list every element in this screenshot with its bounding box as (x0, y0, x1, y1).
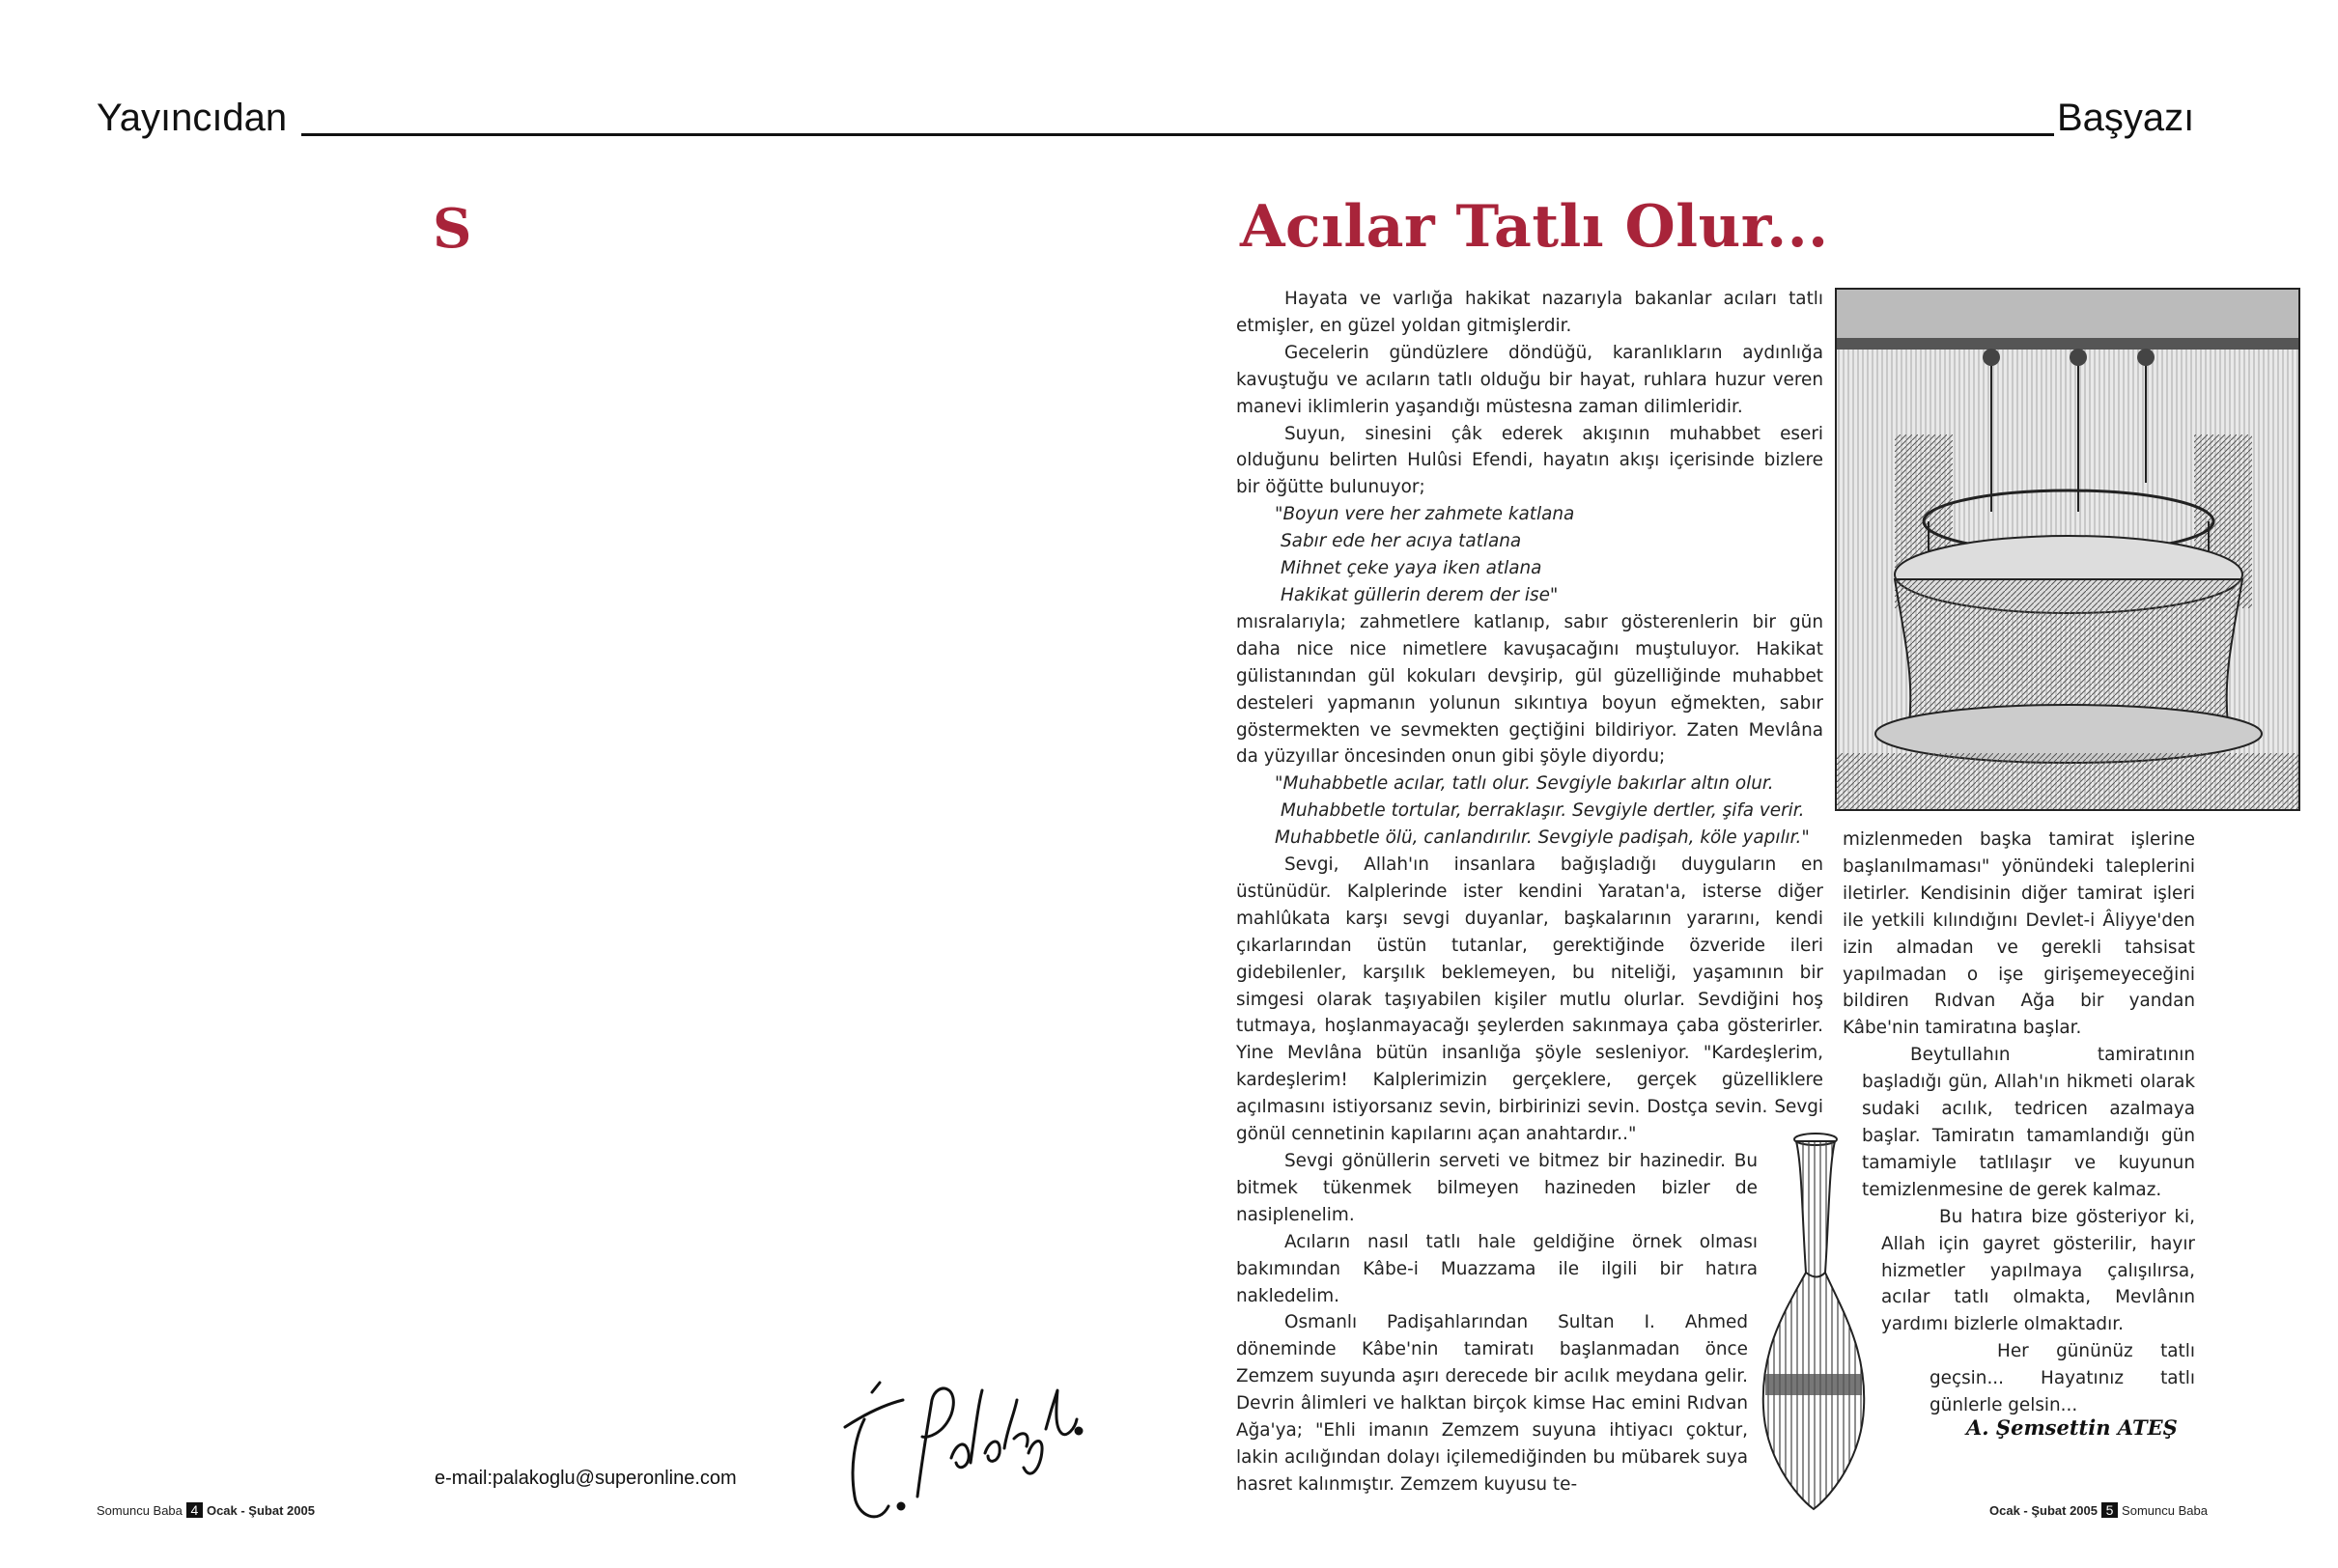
paragraph: Suyun, sinesini çâk ederek akışının muhabbet eseri olduğunu belirten Hulûsi Efendi, hayatın akışı içerisinde bizlere bir öğütte bulunuyor; (1236, 423, 1823, 498)
article-column-2 (1843, 826, 2195, 1419)
footer-right (1989, 1502, 2208, 1518)
paragraph: Gecelerin gündüzlere döndüğü, karanlıkların aydınlığa kavuştuğu ve acıların tatlı olduğu bir hayat, ruhlara huzur veren manevi iklimlerin yaşandığı müstesna zaman dilimleridir. (1236, 342, 1823, 417)
verse-line: Hakikat güllerin derem der ise" (1281, 584, 1559, 605)
section-label-left: Yayıncıdan (97, 97, 288, 139)
header-rule (301, 133, 2054, 136)
paragraph: mizlenmeden başka tamirat işlerine başlanılmaması" yönündeki taleplerini iletirler. Kendisinin diğer tamirat işleri ile yetkili kılındığını Devlet-i Âliyye'den izin almadan ve gerekli tahsisat yapılmadan o işe girişemeyeceğini bildiren Rıdvan Ağa bir yandan Kâbe'nin tamiratına başlar. (1843, 829, 2195, 1039)
verse-line: Sabır ede her acıya tatlana (1281, 531, 1522, 552)
footer-magazine-right: Somuncu Baba (2122, 1503, 2208, 1518)
section-label-right: Başyazı (2057, 97, 2195, 139)
quote-line: Muhabbetle tortular, berraklaşır. Sevgiyle dertler, şifa verir. (1281, 800, 1805, 822)
well-engraving-image (1835, 288, 2300, 811)
signature-image (826, 1361, 1086, 1535)
paragraph: Sevgi, Allah'ın insanlara bağışladığı duyguların en üstünüdür. Kalplerinde ister kendini Yaratan'a, isterse diğer mahlûkata karşı sevgi duyanlar, başkalarının yararını, kendi çıkarlarından üstün tutanlar, gerektiğinde özveride ileri gidebilenler, karşılık beklemeyen, bu niteliği, yaşamının bir simgesi olarak taşıyabilen kişiler mutlu olurlar. Sevdiğini hoş tutmaya, hoşlanmayacağı şeylerden sakınmaya çaba gösterirler. Yine Mevlâna bütün insanlığa şöyle sesleniyor. "Kardeşlerim, kardeşlerim! Kalplerimizin gerçeklere, gerçek güzelliklere açılmasını istiyorsanız sevin, birbirinizi sevin. Dostça sevin. Sevgi gönül cennetinin kapılarını açan anahtardır.." (1236, 854, 1823, 1145)
footer-date-left: Ocak - Şubat 2005 (206, 1503, 315, 1518)
paragraph: Sevgi gönüllerin serveti ve bitmez bir hazinedir. Bu bitmek tükenmek bilmeyen hazineden bizler de nasiplenelim. (1236, 1151, 1758, 1225)
page-number-left: 4 (186, 1502, 204, 1518)
paragraph: Osmanlı Padişahlarından Sultan I. Ahmed döneminde Kâbe'nin tamiratı başlanmadan önce Zemzem suyunda aşırı derecede bir acılık meydana gelir. Devrin âlimleri ve halktan birçok kimse Hac emini Rıdvan Ağa'ya; "Ehli imanın Zemzem suyuna ihtiyacı çoktur, lakin acılığından dolayı içilemediğinden bu mübarek suya hasret kalınmıştır. Zemzem kuyusu te- (1236, 1312, 1748, 1495)
article-column-1 (1236, 286, 1823, 1498)
email-address[interactable]: e-mail:palakoglu@superonline.com (435, 1468, 737, 1489)
verse-line: Mihnet çeke yaya iken atlana (1281, 558, 1542, 579)
verse-line: "Boyun vere her zahmete katlana (1275, 504, 1575, 525)
footer-date-right: Ocak - Şubat 2005 (1989, 1503, 2098, 1518)
article-title: Acılar Tatlı Olur... (1240, 193, 1829, 261)
quote-line: Muhabbetle ölü, canlandırılır. Sevgiyle padişah, köle yapılır." (1275, 827, 1810, 849)
footer-magazine-left: Somuncu Baba (97, 1503, 183, 1518)
paragraph: Bu hatıra bize gösteriyor ki, Allah için gayret gösterilir, hayır hizmetler yapılmaya çalışılırsa, acılar tatlı olmakta, Mevlânın yardımı bizlerle olmaktadır. (1881, 1206, 2195, 1335)
footer-left (97, 1502, 315, 1518)
vase-image (1756, 1128, 1872, 1514)
drop-initial: S (433, 197, 472, 261)
quote-line: "Muhabbetle acılar, tatlı olur. Sevgiyle bakırlar altın olur. (1275, 773, 1774, 795)
paragraph: mısralarıyla; zahmetlere katlanıp, sabır gösterenlerin bir gün daha nice nice nimetlere kavuşacağını muştuluyor. Hakikat gülistanından gül kokuları devşirip, gül güzelliğinde muhabbet desteleri yapmanın yolunun sıkıntıya boyun eğmekten, sabır göstermekten ve sevmekten geçtiğini bildiriyor. Zaten Mevlâna da yüzyıllar öncesinden onun gibi şöyle diyordu; (1236, 611, 1823, 768)
paragraph: Hayata ve varlığa hakikat nazarıyla bakanlar acıları tatlı etmişler, en güzel yoldan gitmişlerdir. (1236, 289, 1823, 336)
paragraph: Beytullahın tamiratının başladığı gün, Allah'ın hikmeti olarak sudaki acılık, tedricen azalmaya başlar. Tamiratın tamamlandığı gün tamamiyle tatlılaşır ve kuyunun temizlenmesine de gerek kalmaz. (1862, 1045, 2195, 1200)
paragraph: Her gününüz tatlı geçsin... Hayatınız tatlı günlerle gelsin... (1930, 1341, 2195, 1416)
paragraph: Acıların nasıl tatlı hale geldiğine örnek olması bakımından Kâbe-i Muazzama ile ilgili bir hatıra nakledelim. (1236, 1231, 1758, 1306)
author-signature: A. Şemsettin ATEŞ (1966, 1415, 2178, 1440)
page-number-right: 5 (2101, 1502, 2119, 1518)
